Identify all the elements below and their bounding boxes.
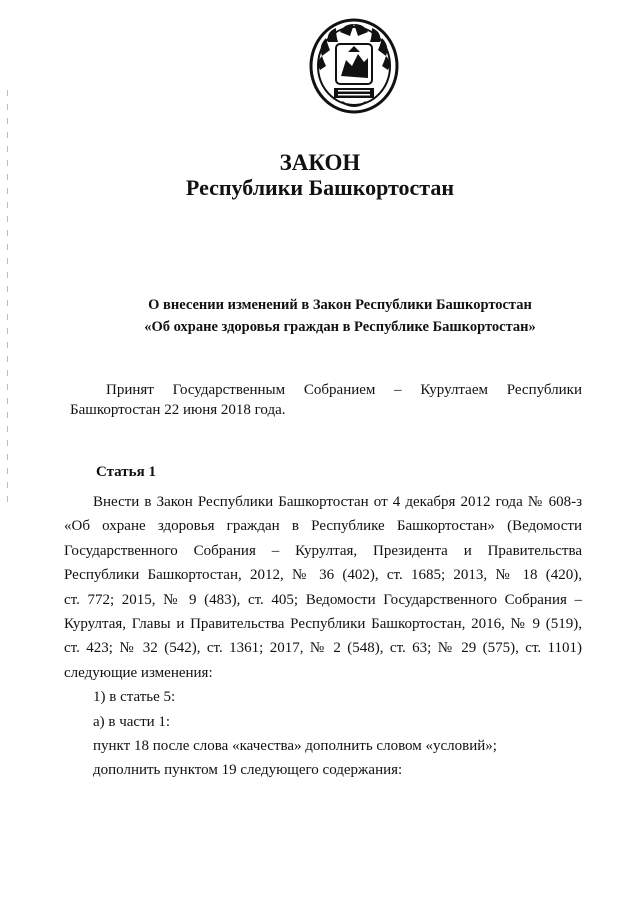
body-line: ст. 772; 2015, № 9 (483), ст. 405; Ведомости Государственного Собрания – (64, 591, 582, 608)
coat-of-arms-emblem (308, 16, 400, 120)
law-name-line-1: О внесении изменений в Закон Республики Башкортостан (148, 297, 532, 313)
adoption-note (70, 380, 582, 420)
document-subtitle: Республики Башкортостан (185, 175, 455, 200)
body-line: Республики Башкортостан, 2012, № 36 (402), ст. 1685; 2013, № 18 (420), (64, 567, 582, 584)
document-title: ЗАКОН (279, 150, 361, 175)
list-item: дополнить пунктом 19 следующего содержания: (93, 762, 403, 779)
adoption-line-1: Принят Государственным Собранием – Курултаем Республики (106, 382, 582, 398)
body-line: Государственного Собрания – Курултая, Президента и Правительства (64, 542, 582, 559)
body-line: Курултая, Главы и Правительства Республики Башкортостан, 2016, № 9 (519), (64, 616, 582, 633)
list-item: 1) в статье 5: (93, 689, 176, 706)
article-heading: Статья 1 (96, 464, 156, 480)
body-line: следующие изменения: (64, 664, 213, 681)
list-item: а) в части 1: (93, 713, 171, 730)
law-name-line-2: «Об охране здоровья граждан в Республике Башкортостан» (144, 319, 536, 335)
body-line: «Об охране здоровья граждан в Республике Башкортостан» (Ведомости (64, 518, 582, 535)
body-line: ст. 423; № 32 (542), ст. 1361; 2017, № 2 (548), ст. 63; № 29 (575), ст. 1101) (64, 640, 582, 657)
article-body (64, 490, 582, 783)
law-name (120, 294, 560, 338)
list-item: пункт 18 после слова «качества» дополнить словом «условий»; (93, 738, 497, 755)
body-line: Внести в Закон Республики Башкортостан от 4 декабря 2012 года № 608-з (93, 494, 582, 510)
adoption-line-2: Башкортостан 22 июня 2018 года. (70, 402, 286, 418)
